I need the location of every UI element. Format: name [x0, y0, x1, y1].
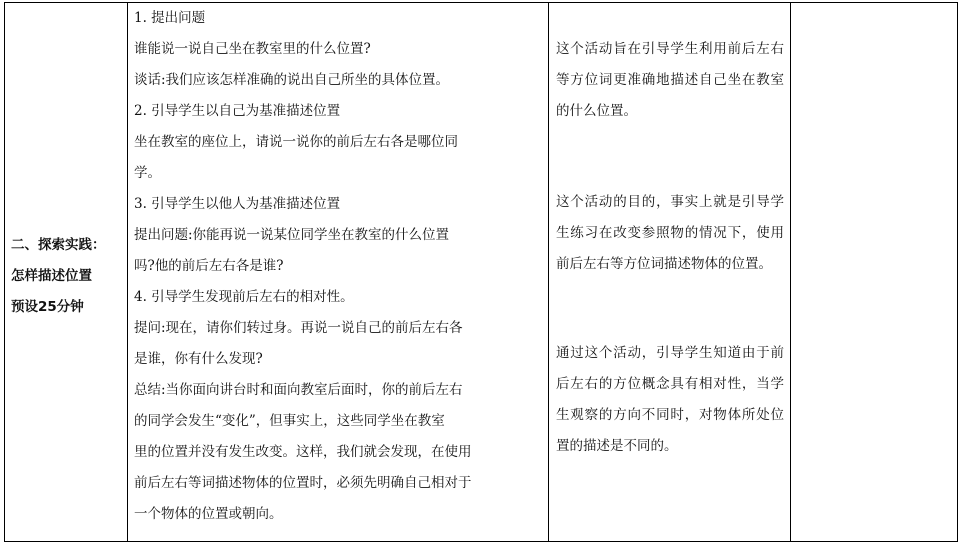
commentary-note: 这个活动的目的，事实上就是引导学生练习在改变参照物的情况下，使用前后左右等方位词描述物体的位置。: [556, 194, 784, 272]
commentary-note: 这个活动旨在引导学生利用前后左右等方位词更准确地描述自己坐在教室的什么位置。: [556, 41, 784, 119]
process-line: 谁能说一说自己坐在教室里的什么位置?: [134, 41, 371, 57]
empty-cell: [791, 3, 958, 542]
process-text: [128, 3, 548, 530]
process-line: 前后左右等词描述物体的位置时，必须先明确自己相对于: [134, 475, 472, 491]
table-row: [5, 3, 958, 542]
process-line: 谈话:我们应该怎样准确的说出自己所坐的具体位置。: [134, 72, 450, 88]
spacer: [556, 280, 784, 338]
spacer: [556, 127, 784, 187]
spacer: [556, 3, 784, 34]
process-line: 是谁，你有什么发现?: [134, 351, 263, 367]
process-line: 一个物体的位置或朝向。: [134, 506, 283, 522]
phase-duration: 预设25分钟: [11, 298, 84, 315]
process-line: 提出问题:你能再说一说某位同学坐在教室的什么位置: [134, 227, 450, 243]
process-line: 总结:当你面向讲台时和面向教室后面时，你的前后左右: [134, 382, 463, 398]
process-line: 坐在教室的座位上，请说一说你的前后左右各是哪位同: [134, 134, 458, 150]
process-line: 吗?他的前后左右各是谁?: [134, 258, 284, 274]
commentary-text: [549, 3, 790, 462]
phase-title-line: 二、探索实践：: [11, 236, 106, 253]
phase-title: [5, 222, 127, 323]
phase-title-line: 怎样描述位置: [11, 267, 92, 284]
commentary-cell: [549, 3, 791, 542]
process-line: 3. 引导学生以他人为基准描述位置: [134, 196, 341, 212]
lesson-plan-table: [4, 2, 958, 542]
phase-cell: [5, 3, 128, 542]
process-line: 学。: [134, 165, 161, 181]
process-line: 提问:现在，请你们转过身。再说一说自己的前后左右各: [134, 320, 463, 336]
commentary-note: 通过这个活动，引导学生知道由于前后左右的方位概念具有相对性，当学生观察的方向不同时，对物体所处位置的描述是不同的。: [556, 345, 784, 454]
process-line: 的同学会发生“变化”，但事实上，这些同学坐在教室: [134, 413, 445, 429]
process-line: 1. 提出问题: [134, 10, 206, 26]
process-line: 2. 引导学生以自己为基准描述位置: [134, 103, 341, 119]
process-line: 4. 引导学生发现前后左右的相对性。: [134, 289, 354, 305]
process-cell: [128, 3, 549, 542]
process-line: 里的位置并没有发生改变。这样，我们就会发现，在使用: [134, 444, 472, 460]
